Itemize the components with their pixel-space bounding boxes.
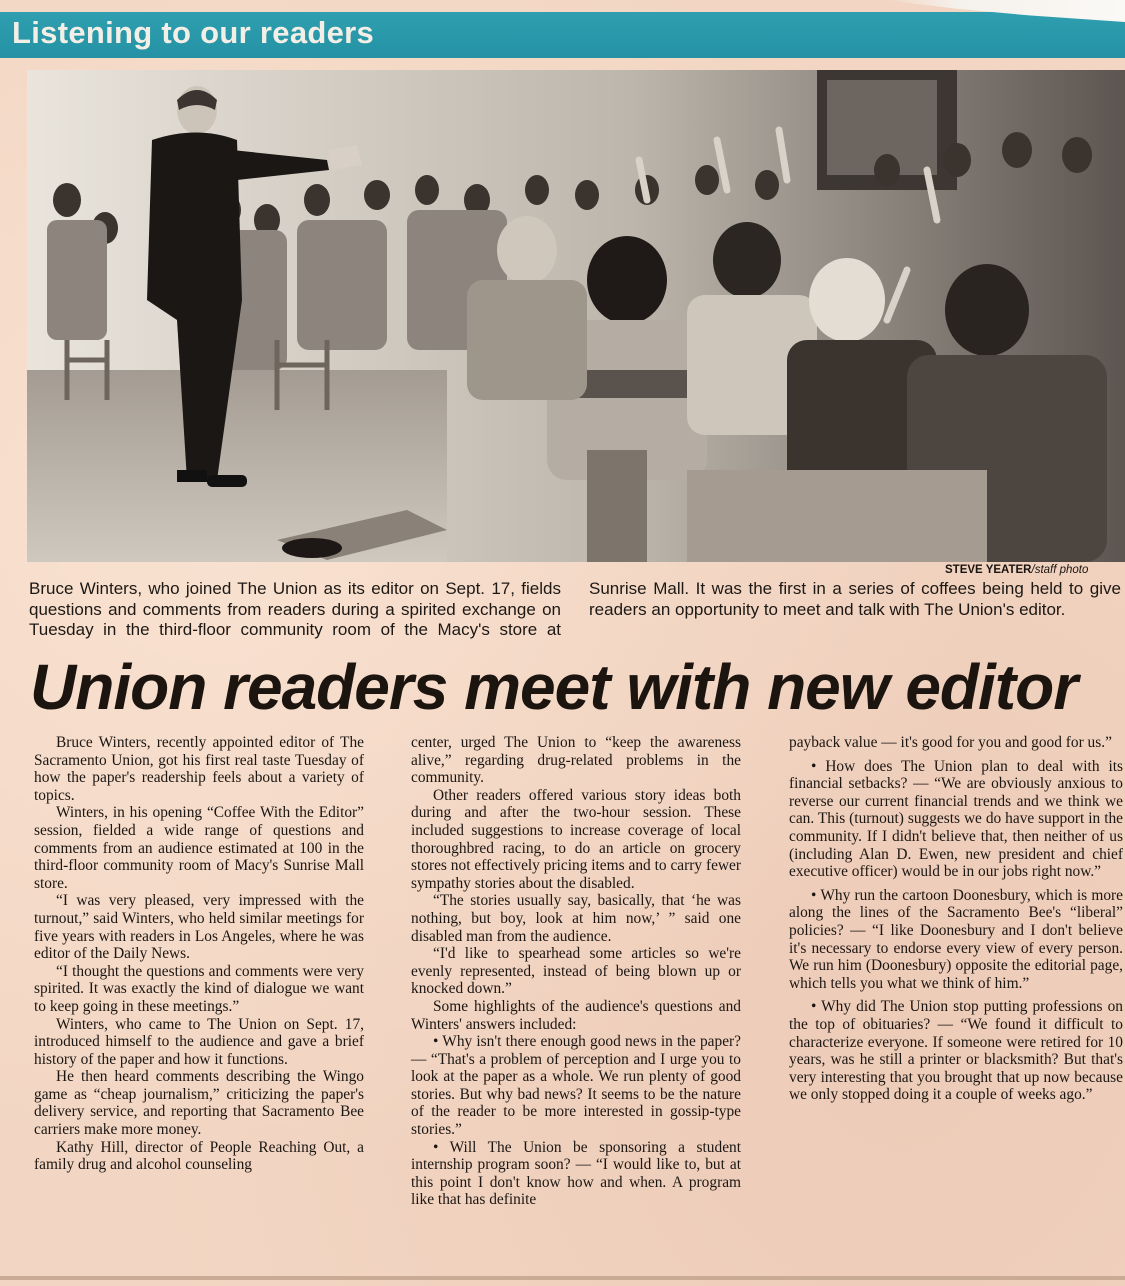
paragraph: “I'd like to spearhead some articles so we're evenly represented, instead of being blown up or knocked down.” (411, 945, 741, 998)
paragraph: payback value — it's good for you and good for us.” (789, 734, 1112, 751)
article-column-2 (411, 734, 741, 1209)
paragraph: Other readers offered various story ideas both during and after the two-hour session. These included suggestions to increase coverage of local thoroughbred racing, to do an article on grocery stores not effectively pricing items and to carry fewer sympathy stories about the disabled. (411, 786, 741, 892)
bullet-paragraph: • How does The Union plan to deal with its financial setbacks? — “We are obviously anxious to reverse our current financial trends and we think we can. This (turnout) suggests we do have support in the community. If I didn't believe that, then neither of us (including Alan D. Ewen, new president and chief executive officer) would be in our jobs right now.” (789, 757, 1123, 881)
paragraph: “The stories usually say, basically, that ‘he was nothing, but boy, look at him now,’ ” said one disabled man from the audience. (411, 892, 741, 945)
photo-caption: Bruce Winters, who joined The Union as its editor on Sept. 17, fields questions and comments from readers during a spirited exchange on Tuesday in the third-floor community room of the Macy's store at Sunrise Mall. It was the first in a series of coffees being held to give readers an opportunity to meet and talk with The Union's editor. (29, 579, 1121, 639)
paragraph: Bruce Winters, recently appointed editor of The Sacramento Union, got his first real taste Tuesday of how the paper's readership feels about a variety of topics. (34, 734, 364, 804)
paragraph: Winters, in his opening “Coffee With the Editor” session, fielded a wide range of questions and comments from an audience estimated at 100 in the third-floor community room of Macy's Sunrise Mall store. (34, 804, 364, 892)
paragraph: Kathy Hill, director of People Reaching Out, a family drug and alcohol counseling (34, 1138, 364, 1174)
section-banner (0, 12, 1125, 58)
section-title: Listening to our readers (12, 15, 375, 50)
photographer-name: STEVE YEATER (945, 564, 1032, 576)
photo-credit-role: /staff photo (1031, 564, 1089, 576)
bullet-paragraph: • Why isn't there enough good news in the paper? — “That's a problem of perception and I urge you to look at the paper as a whole. We run plenty of good stories. But why bad news? It seems to be the nature of the reader to be more interested in gossip-type stories.” (411, 1033, 741, 1139)
photo-credit (945, 564, 1125, 576)
paragraph: “I was very pleased, very impressed with the turnout,” said Winters, who held similar meetings for five years with readers in Los Angeles, where he was editor of the Daily News. (34, 892, 364, 963)
bullet-paragraph: • Will The Union be sponsoring a student internship program soon? — “I would like to, but at this point I don't know how and when. A program like that has definite (411, 1138, 741, 1209)
article-column-3 (789, 734, 1123, 1104)
page-edge-rule (0, 1276, 1125, 1280)
bullet-paragraph: • Why run the cartoon Doonesbury, which is more along the lines of the Sacramento Bee's “liberal” policies? — “I like Doonesbury and I don't believe it's necessary to endorse every view of every person. We run him (Doonesbury) opposite the editorial page, which tells you what we think of him.” (789, 886, 1123, 992)
paragraph: He then heard comments describing the Wingo game as “cheap journalism,” criticizing the paper's delivery service, and reporting that Sacramento Bee carriers make more money. (34, 1068, 364, 1139)
paragraph: Some highlights of the audience's questions and Winters' answers included: (411, 997, 741, 1033)
news-photo (27, 70, 1125, 562)
paragraph: center, urged The Union to “keep the awareness alive,” regarding drug-related problems in the community. (411, 734, 741, 787)
bullet-paragraph: • Why did The Union stop putting professions on the top of obituaries? — “We found it difficult to characterize everyone. If someone were retired for 10 years, was he still a printer or blacksmith? But that's very interesting that you brought that up now because we only stopped doing it a couple of weeks ago.” (789, 998, 1123, 1104)
paragraph: Winters, who came to The Union on Sept. 17, introduced himself to the audience and gave a brief history of the paper and how it functions. (34, 1015, 364, 1068)
audience-photo-illustration (27, 70, 1125, 562)
headline: Union readers meet with new editor (30, 651, 1078, 723)
article-column-1 (34, 734, 364, 1174)
paragraph: “I thought the questions and comments were very spirited. It was exactly the kind of dialogue we want to keep going in these meetings.” (34, 962, 364, 1015)
